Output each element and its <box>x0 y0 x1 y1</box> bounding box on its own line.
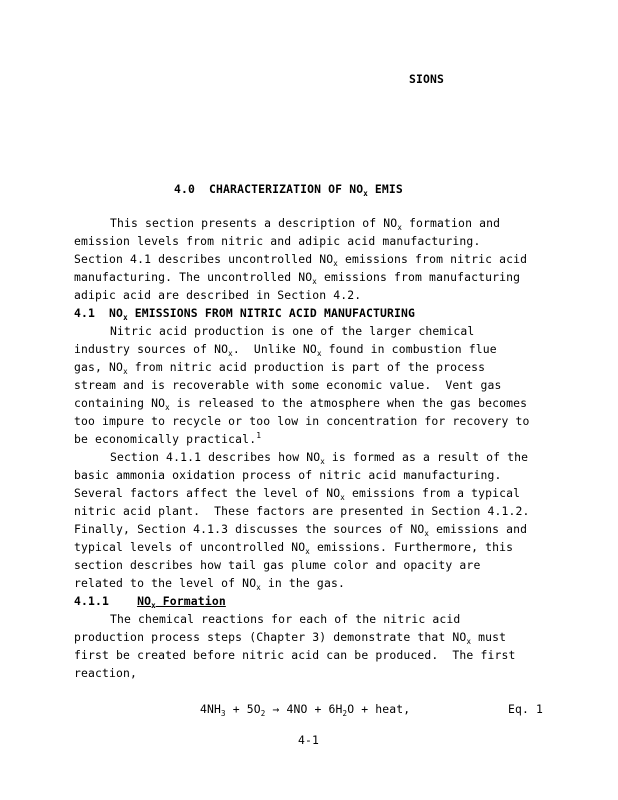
para2-line-8: related to the level of $NO_x$ in the gas. <box>74 576 345 592</box>
footnote-ref: 1 <box>256 431 262 440</box>
reaction-arrow: → <box>272 702 280 716</box>
para2-line-4: nitric acid plant. These factors are presented in Section 4.1.2. <box>74 504 530 518</box>
section-4-1-1-heading: 4.1.1 $NO_x$ Formation <box>74 594 226 610</box>
para1-line-3: gas, $NO_x$ from nitric acid production is part of the process <box>74 360 486 376</box>
para3-line-3: first be created before nitric acid can be produced. The first <box>74 648 516 662</box>
para2-line-2: basic ammonia oxidation process of nitric acid manufacturing. <box>74 468 502 482</box>
para3-line-1: The chemical reactions for each of the nitric acid <box>110 612 461 626</box>
section-4-1-heading: 4.1 $NO_x$ EMISSIONS FROM NITRIC ACID MANUFACTURING <box>74 306 416 322</box>
intro-line-5: adipic acid are described in Section 4.2. <box>74 288 362 302</box>
para3-line-4: reaction, <box>74 666 138 680</box>
para1-line-2: industry sources of $NO_x$. Unlike $NO_x$ found in combustion flue <box>74 342 497 358</box>
para1-line-4: stream and is recoverable with some economic value. Vent gas <box>74 378 502 392</box>
para2-line-5: Finally, Section 4.1.3 discusses the sources of $NO_x$ emissions and <box>74 522 528 538</box>
para2-line-7: section describes how tail gas plume color and opacity are <box>74 558 481 572</box>
para3-line-2: production process steps (Chapter 3) demonstrate that $NO_x$ must <box>74 630 507 646</box>
para2-line-6: typical levels of uncontrolled $NO_x$ emissions. Furthermore, this <box>74 540 514 556</box>
para1-line-5: containing $NO_x$ is released to the atmosphere when the gas becomes <box>74 396 528 412</box>
intro-line-1: This section presents a description of $NO_x$ formation and <box>110 216 501 232</box>
para1-line-7: be economically practical.$^1$ <box>74 431 262 446</box>
equation-label: Eq. 1 <box>508 702 544 716</box>
intro-line-3: Section 4.1 describes uncontrolled $NO_x$ emissions from nitric acid <box>74 252 528 268</box>
running-header: SIONS <box>409 72 445 86</box>
intro-line-2: emission levels from nitric and adipic acid manufacturing. <box>74 234 481 248</box>
para1-line-1: Nitric acid production is one of the larger chemical <box>110 324 475 338</box>
para2-line-1: Section 4.1.1 describes how $NO_x$ is formed as a result of the <box>110 450 529 466</box>
equation-1: $4NH_3 + 5O_2 \to 4NO + 6H_2O$ + heat, <box>200 702 411 718</box>
chapter-title: 4.0 CHARACTERIZATION OF $NO_x$ EMIS <box>174 182 403 198</box>
para2-line-3: Several factors affect the level of $NO_x$ emissions from a typical <box>74 486 521 502</box>
para1-line-6: too impure to recycle or too low in concentration for recovery to <box>74 414 530 428</box>
intro-line-4: manufacturing. The uncontrolled $NO_x$ emissions from manufacturing <box>74 270 521 286</box>
page-number: 4-1 <box>298 733 320 747</box>
